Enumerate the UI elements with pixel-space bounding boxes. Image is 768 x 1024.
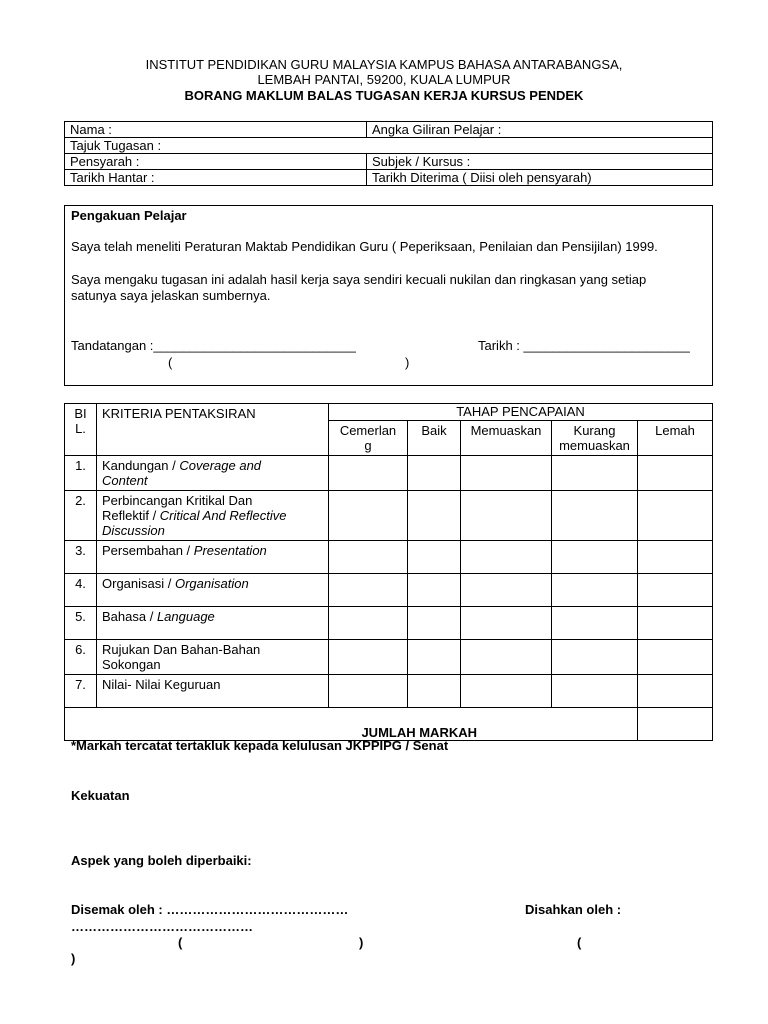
total-score-cell[interactable] [638,708,713,741]
declaration-para1: Saya telah meneliti Peraturan Maktab Pendidikan Guru ( Peperiksaan, Penilaian dan Pensijilan) 1999. [71,239,658,254]
score-cell[interactable] [552,607,638,640]
field-nama[interactable]: Nama : [65,122,367,138]
table-row [65,574,713,607]
field-tajuk-tugasan[interactable]: Tajuk Tugasan : [65,138,713,154]
score-cell[interactable] [329,607,408,640]
score-cell[interactable] [552,491,638,541]
level-cemerlang: Cemerlan g [329,421,408,456]
criteria-label: Organisasi / Organisation [97,574,329,607]
level-memuaskan: Memuaskan [461,421,552,456]
score-cell[interactable] [408,607,461,640]
level-lemah: Lemah [638,421,713,456]
table-row [65,607,713,640]
score-cell[interactable] [638,574,713,607]
form-title: BORANG MAKLUM BALAS TUGASAN KERJA KURSUS PENDEK [184,88,584,103]
name-paren-close: ) [405,355,410,370]
row-number: 7. [65,675,97,708]
table-row [65,675,713,708]
reviewer-paren-open: ( [178,935,183,950]
disahkan-dots[interactable]: …………………………………… [71,919,253,934]
level-baik: Baik [408,421,461,456]
criteria-label: Bahasa / Language [97,607,329,640]
kekuatan-label: Kekuatan [71,788,130,803]
score-cell[interactable] [329,574,408,607]
declaration-box [64,205,713,386]
score-cell[interactable] [638,640,713,675]
signature-line[interactable]: Tandatangan :____________________________ [71,338,356,353]
score-cell[interactable] [329,640,408,675]
approver-paren-close: ) [71,951,76,966]
table-row [65,640,713,675]
score-cell[interactable] [408,491,461,541]
aspek-label: Aspek yang boleh diperbaiki: [71,853,252,868]
table-row [65,491,713,541]
score-cell[interactable] [552,640,638,675]
total-label: JUMLAH MARKAH [65,708,638,741]
field-subjek-kursus[interactable]: Subjek / Kursus : [367,154,713,170]
name-paren-open: ( [168,355,173,370]
table-row [65,456,713,491]
score-cell[interactable] [461,541,552,574]
score-cell[interactable] [461,640,552,675]
field-tarikh-hantar[interactable]: Tarikh Hantar : [65,170,367,186]
criteria-label: Persembahan / Presentation [97,541,329,574]
score-cell[interactable] [461,607,552,640]
criteria-label: Nilai- Nilai Keguruan [97,675,329,708]
field-angka-giliran[interactable]: Angka Giliran Pelajar : [367,122,713,138]
score-cell[interactable] [329,675,408,708]
approver-paren-open: ( [577,935,582,950]
field-pensyarah[interactable]: Pensyarah : [65,154,367,170]
criteria-label: Perbincangan Kritikal Dan Reflektif / Critical And Reflective Discussion [97,491,329,541]
institute-name: INSTITUT PENDIDIKAN GURU MALAYSIA KAMPUS BAHASA ANTARABANGSA, [145,57,623,72]
row-number: 3. [65,541,97,574]
score-cell[interactable] [638,541,713,574]
score-cell[interactable] [638,607,713,640]
score-cell[interactable] [408,640,461,675]
total-row [65,708,713,741]
row-number: 6. [65,640,97,675]
score-cell[interactable] [329,456,408,491]
score-cell[interactable] [461,491,552,541]
score-cell[interactable] [408,456,461,491]
date-line[interactable]: Tarikh : _______________________ [478,338,690,353]
score-cell[interactable] [408,675,461,708]
score-cell[interactable] [638,675,713,708]
score-cell[interactable] [638,456,713,491]
score-cell[interactable] [552,541,638,574]
row-number: 5. [65,607,97,640]
score-cell[interactable] [408,541,461,574]
table-row [65,541,713,574]
score-cell[interactable] [552,456,638,491]
header-criteria: KRITERIA PENTAKSIRAN [97,404,329,456]
header-bil: BI L. [65,404,97,456]
level-kurang-memuaskan: Kurang memuaskan [552,421,638,456]
score-cell[interactable] [461,456,552,491]
declaration-para2-line2: satunya saya jelaskan sumbernya. [71,288,271,303]
institute-address: LEMBAH PANTAI, 59200, KUALA LUMPUR [257,72,511,87]
declaration-para2-line1: Saya mengaku tugasan ini adalah hasil kerja saya sendiri kecuali nukilan dan ringkasan yang setiap [71,272,647,287]
score-cell[interactable] [329,541,408,574]
score-cell[interactable] [408,574,461,607]
row-number: 1. [65,456,97,491]
declaration-title: Pengakuan Pelajar [71,208,187,223]
criteria-table [64,403,713,741]
criteria-label: Rujukan Dan Bahan-Bahan Sokongan [97,640,329,675]
reviewer-paren-close: ) [359,935,364,950]
row-number: 2. [65,491,97,541]
row-number: 4. [65,574,97,607]
score-cell[interactable] [329,491,408,541]
score-cell[interactable] [552,675,638,708]
header-level: TAHAP PENCAPAIAN [329,404,713,421]
score-cell[interactable] [461,574,552,607]
disahkan-label[interactable]: Disahkan oleh : [525,902,622,917]
disemak-line[interactable]: Disemak oleh : …………………………………… [71,902,349,917]
student-info-table [64,121,713,186]
score-cell[interactable] [638,491,713,541]
field-tarikh-diterima[interactable]: Tarikh Diterima ( Diisi oleh pensyarah) [367,170,713,186]
criteria-label: Kandungan / Coverage and Content [97,456,329,491]
score-cell[interactable] [461,675,552,708]
marks-note: *Markah tercatat tertakluk kepada kelulusan JKPPIPG / Senat [71,738,449,753]
score-cell[interactable] [552,574,638,607]
